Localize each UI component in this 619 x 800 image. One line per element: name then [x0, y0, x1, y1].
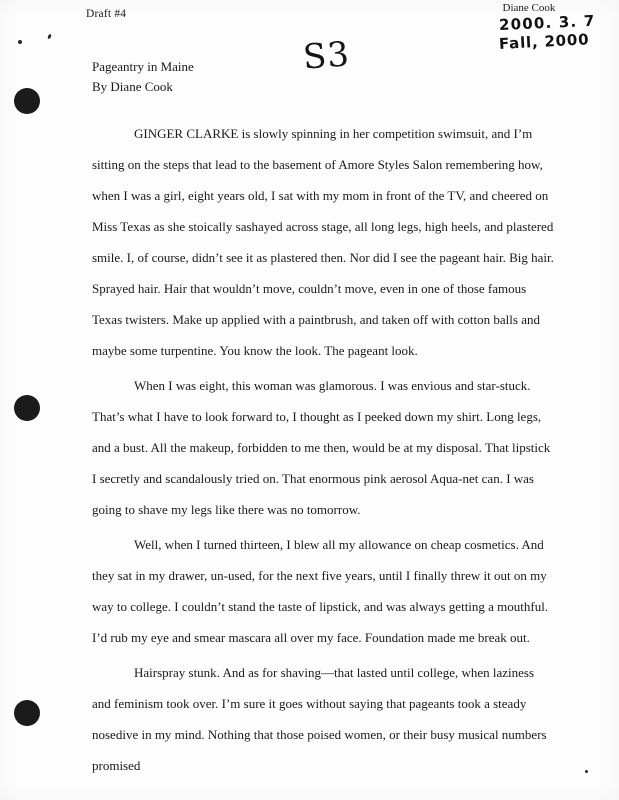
title-block [92, 57, 194, 96]
body-text [92, 118, 554, 785]
page-mark-annotation: S3 [301, 34, 352, 78]
paragraph: Well, when I turned thirteen, I blew all my allowance on cheap cosmetics. And they sat in my drawer, un-used, for the next five years, until I finally threw it out on my way to college. I couldn’t stand the taste of lipstick, and was always getting a mouthful. I’d rub my eye and smear mascara all over my face. Foundation made me break out. [92, 537, 549, 645]
author-name-annotation: Diane Cook [502, 2, 556, 14]
handwritten-annotation-block [499, 2, 595, 53]
punch-hole-bottom [14, 700, 40, 726]
scan-speck [18, 40, 22, 44]
date-annotation: 2000. 3. 7 [498, 11, 596, 34]
document-title: Pageantry in Maine [92, 59, 194, 74]
scan-speck [585, 770, 588, 773]
paragraph: Hairspray stunk. And as for shaving—that lasted until college, when laziness and feminism took over. I’m sure it goes without saying that pageants took a steady nosedive in my mind. Nothing that those poised women, or their busy musical numbers promised [92, 665, 547, 773]
punch-hole-middle [14, 395, 40, 421]
paragraph: When I was eight, this woman was glamorous. I was envious and star-stuck. That’s what I have to look forward to, I thought as I peeked down my shirt. Long legs, and a bust. All the makeup, forbidden to me then, would be at my disposal. That lipstick I secretly and scandalously tried on. That enormous pink aerosol Aqua-net can. I was going to shave my legs like there was no tomorrow. [92, 378, 551, 517]
document-byline: By Diane Cook [92, 78, 173, 94]
paragraph: GINGER CLARKE is slowly spinning in her competition swimsuit, and I’m sitting on the steps that lead to the basement of Amore Styles Salon remembering how, when I was a girl, eight years old, I sat with my mom in front of the TV, and cheered on Miss Texas as she stoically sashayed across stage, all long legs, high heels, and plastered smile. I, of course, didn’t see it as plastered then. Nor did I see the pageant hair. Big hair. Sprayed hair. Hair that wouldn’t move, couldn’t move, even in one of those famous Texas twisters. Make up applied with a paintbrush, and taken off with cotton balls and maybe some turpentine. You know the look. The pageant look. [92, 126, 554, 358]
draft-label: Draft #4 [86, 8, 127, 20]
scan-speck [47, 34, 52, 40]
punch-hole-top [14, 88, 40, 114]
term-annotation: Fall, 2000 [498, 30, 590, 53]
